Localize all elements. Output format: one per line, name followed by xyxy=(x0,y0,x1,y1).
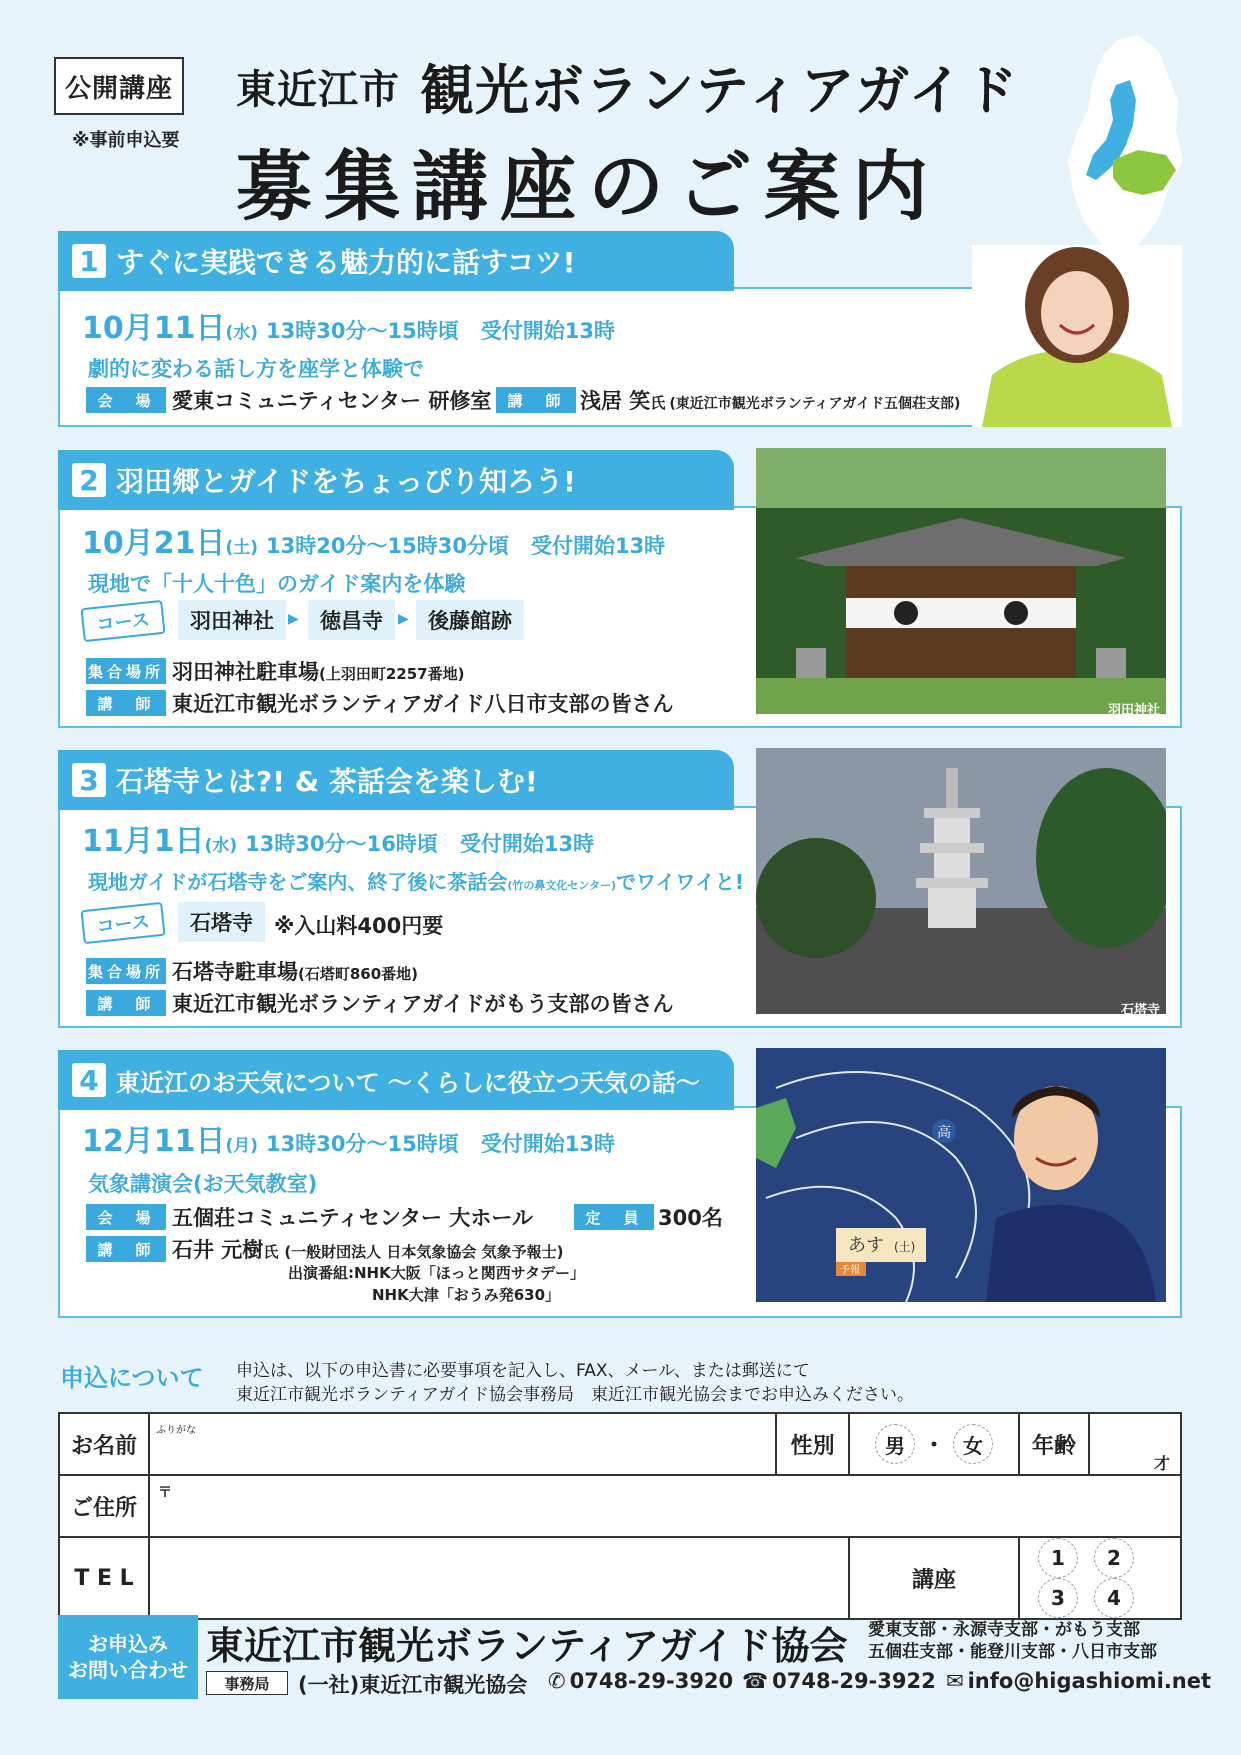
lecture-3-reception: 受付開始13時 xyxy=(459,832,595,856)
postal-mark: 〒 xyxy=(158,1485,172,1501)
female-option[interactable]: 女 xyxy=(953,1424,993,1464)
phone-icon: ✆ xyxy=(548,1669,566,1693)
lecture-4-time: 13時30分〜15時頃 xyxy=(266,1132,459,1156)
lecture-4-venue: 五個荘コミュニティセンター 大ホール xyxy=(172,1206,533,1230)
course-stop: 徳昌寺 xyxy=(308,600,395,640)
contact-box xyxy=(58,1615,198,1699)
fax-contact[interactable] xyxy=(742,1669,936,1693)
lecture-4-dow: (月) xyxy=(225,1136,259,1156)
course-sign: コース xyxy=(80,902,165,944)
name-field[interactable] xyxy=(149,1413,776,1475)
forecast-day: あす xyxy=(848,1235,884,1256)
lecture-3-subtitle-a: 現地ガイドが石塔寺をご案内、終了後に茶話会 xyxy=(88,870,508,894)
lecture-1-dow: (水) xyxy=(225,323,259,343)
ishidoji-photo xyxy=(756,748,1166,1014)
email-address: info@higashiomi.net xyxy=(967,1669,1212,1693)
lecture-1-date-row xyxy=(82,303,615,347)
age-unit: 才 xyxy=(1153,1454,1170,1473)
lecturer-1-photo xyxy=(972,245,1182,427)
meeting-place-label: 集合場所 xyxy=(86,658,166,684)
honorific: 氏 xyxy=(263,1243,279,1261)
lecture-1-time: 13時30分〜15時頃 xyxy=(266,319,459,343)
phone-contact[interactable] xyxy=(548,1669,733,1693)
title-main: 観光ボランティアガイド xyxy=(420,59,1019,122)
application-form xyxy=(58,1412,1182,1620)
photo-caption: 石塔寺 xyxy=(1120,1003,1160,1018)
lecture-1-venue: 愛東コミュニティセンター 研修室 xyxy=(172,389,492,413)
lecture-1-lecturer-name: 浅居 笑 xyxy=(580,389,651,413)
tv-program-2: NHK大津「おうみ発630」 xyxy=(372,1286,561,1304)
lecture-3 xyxy=(58,763,1182,1028)
lecture-2-title xyxy=(58,450,734,510)
lecture-4 xyxy=(58,1063,1182,1318)
course-sign: コース xyxy=(80,600,165,642)
lecture-3-dow: (水) xyxy=(204,836,238,856)
gender-label: 性別 xyxy=(776,1413,849,1475)
course-option-3[interactable]: 3 xyxy=(1038,1578,1078,1618)
branches-line-2: 五個荘支部・能登川支部・八日市支部 xyxy=(868,1642,1157,1662)
title-sub: 募集講座のご案内 xyxy=(236,142,940,231)
reservation-note: ※事前申込要 xyxy=(72,130,180,151)
hada-shrine-photo xyxy=(756,448,1166,714)
lecture-1-title xyxy=(58,231,734,291)
office-name: (一社)東近江市観光協会 xyxy=(298,1673,528,1697)
lecture-3-date: 11月1日 xyxy=(82,824,205,859)
apply-text-2: 東近江市観光ボランティアガイド協会事務局 東近江市観光協会までお申込みください。 xyxy=(236,1385,914,1405)
apply-heading: 申込について xyxy=(60,1364,204,1392)
lecture-3-title-text: 石塔寺とは?! & 茶話会を楽しむ! xyxy=(116,765,538,798)
meeting-place-label: 集合場所 xyxy=(86,958,166,984)
lecturer-label: 講 師 xyxy=(496,387,576,413)
lecture-1-lecturer xyxy=(580,385,960,415)
fax-icon: ☎ xyxy=(742,1669,769,1693)
forecast-dow: (土) xyxy=(894,1240,916,1254)
forecast-label: 予報 xyxy=(840,1265,860,1276)
lecturer-label: 講 師 xyxy=(86,690,166,716)
lecture-3-meet-note: (石塔町860番地) xyxy=(298,965,419,983)
separator: ・ xyxy=(922,1433,945,1459)
lecture-4-subtitle: 気象講演会(お天気教室) xyxy=(88,1172,318,1196)
lecture-4-lecturer-name: 石井 元樹 xyxy=(172,1238,264,1262)
lecture-2-meeting-place xyxy=(172,656,464,686)
photo-caption: 羽田神社 xyxy=(1107,703,1160,718)
age-label: 年齢 xyxy=(1019,1413,1089,1475)
lecture-3-meet: 石塔寺駐車場 xyxy=(172,960,298,984)
lecture-1 xyxy=(58,244,1182,427)
course-option-4[interactable]: 4 xyxy=(1094,1578,1134,1618)
address-field[interactable] xyxy=(149,1475,1181,1537)
address-label: ご住所 xyxy=(59,1475,149,1537)
lecture-2-meet: 羽田神社駐車場 xyxy=(172,660,319,684)
name-label: お名前 xyxy=(59,1413,149,1475)
lecture-4-date-row xyxy=(82,1116,615,1160)
lecture-3-date-row xyxy=(82,816,594,860)
phone-number: 0748-29-3920 xyxy=(569,1669,734,1693)
lecture-2-time: 13時20分〜15時30分頃 xyxy=(266,534,509,558)
lecture-3-subtitle-b: でワイワイと! xyxy=(616,870,744,894)
lecture-2-subtitle: 現地で「十人十色」のガイド案内を体験 xyxy=(88,572,466,596)
contact-line-2: お問い合わせ xyxy=(68,1658,188,1682)
lecture-3-subtitle-small: (竹の鼻文化センター) xyxy=(507,879,617,892)
lecture-1-title-text: すぐに実践できる魅力的に話すコツ! xyxy=(116,246,576,279)
tel-label: T E L xyxy=(59,1537,149,1619)
lecture-2-lecturer: 東近江市観光ボランティアガイド八日市支部の皆さん xyxy=(172,692,674,716)
lecture-4-capacity: 300名 xyxy=(658,1206,723,1230)
lecture-3-number: 3 xyxy=(72,763,106,797)
course-stop: 羽田神社 xyxy=(178,600,286,640)
lecture-3-lecturer: 東近江市観光ボランティアガイドがもう支部の皆さん xyxy=(172,992,674,1016)
organization-name: 東近江市観光ボランティアガイド協会 xyxy=(206,1624,848,1668)
lecture-3-title xyxy=(58,750,734,810)
lecture-1-date: 10月11日 xyxy=(82,311,226,346)
lecture-1-reception: 受付開始13時 xyxy=(480,319,615,343)
venue-label: 会 場 xyxy=(86,387,166,413)
gender-field[interactable] xyxy=(849,1413,1019,1475)
course-field[interactable] xyxy=(1019,1537,1181,1619)
lecture-4-lecturer xyxy=(172,1234,564,1264)
admission-note: ※入山料400円要 xyxy=(274,914,444,938)
lecture-2-meet-note: (上羽田町2257番地) xyxy=(319,665,465,683)
lecture-2-date-row xyxy=(82,518,665,562)
lecture-4-number: 4 xyxy=(72,1063,106,1097)
course-label: 講座 xyxy=(849,1537,1019,1619)
lecture-4-reception: 受付開始13時 xyxy=(480,1132,615,1156)
lecture-3-meeting-place xyxy=(172,956,418,986)
capacity-label: 定 員 xyxy=(574,1204,654,1230)
lecture-1-subtitle: 劇的に変わる話し方を座学と体験で xyxy=(88,357,424,381)
course-option-2[interactable]: 2 xyxy=(1094,1538,1134,1578)
lecture-4-lecturer-note: (一般財団法人 日本気象協会 気象予報士) xyxy=(284,1243,564,1261)
lecture-2-title-text: 羽田郷とガイドをちょっぴり知ろう! xyxy=(116,465,576,498)
course-stop: 後藤館跡 xyxy=(416,600,524,640)
lecture-1-lecturer-note: (東近江市観光ボランティアガイド五個荘支部) xyxy=(669,396,961,412)
male-option[interactable]: 男 xyxy=(875,1424,915,1464)
city-name: 東近江市 xyxy=(236,67,400,113)
lecture-4-title xyxy=(58,1050,734,1110)
lecturer-label: 講 師 xyxy=(86,1236,166,1262)
high-pressure-mark: 高 xyxy=(937,1125,951,1141)
lecture-3-time: 13時30分〜16時頃 xyxy=(245,832,438,856)
arrow-right-icon: ▶ xyxy=(288,611,299,627)
lecture-4-date: 12月11日 xyxy=(82,1124,226,1159)
weather-forecaster-photo xyxy=(756,1048,1166,1302)
age-field[interactable] xyxy=(1089,1413,1181,1475)
course-stop: 石塔寺 xyxy=(178,902,265,942)
course-option-1[interactable]: 1 xyxy=(1038,1538,1078,1578)
apply-text-1: 申込は、以下の申込書に必要事項を記入し、FAX、メール、または郵送にて xyxy=(236,1361,810,1381)
lecture-2-date: 10月21日 xyxy=(82,526,226,561)
lecture-3-subtitle xyxy=(88,866,744,895)
email-contact[interactable] xyxy=(946,1669,1211,1693)
lecture-2-dow: (土) xyxy=(225,538,259,558)
public-lecture-badge: 公開講座 xyxy=(54,57,184,115)
mail-icon: ✉ xyxy=(946,1669,964,1693)
contact-line-1: お申込み xyxy=(88,1632,168,1656)
office-label: 事務局 xyxy=(206,1671,288,1695)
fax-number: 0748-29-3922 xyxy=(772,1669,936,1693)
tv-program-1: 出演番組:NHK大阪「ほっと関西サタデー」 xyxy=(288,1264,585,1282)
lecture-2 xyxy=(58,463,1182,728)
tel-field[interactable] xyxy=(149,1537,849,1619)
footer xyxy=(58,1615,1212,1699)
furigana-label: ふりがな xyxy=(156,1424,196,1436)
lecture-2-reception: 受付開始13時 xyxy=(530,534,666,558)
venue-label: 会 場 xyxy=(86,1204,166,1230)
branches-line-1: 愛東支部・永源寺支部・がもう支部 xyxy=(868,1620,1140,1640)
lecture-2-number: 2 xyxy=(72,463,106,497)
shiga-map-icon xyxy=(1058,30,1188,260)
lecture-1-number: 1 xyxy=(72,244,106,278)
arrow-right-icon: ▶ xyxy=(398,611,409,627)
lecture-4-title-text: 東近江のお天気について 〜くらしに役立つ天気の話〜 xyxy=(116,1068,700,1097)
lecturer-label: 講 師 xyxy=(86,990,166,1016)
honorific: 氏 xyxy=(650,394,666,412)
